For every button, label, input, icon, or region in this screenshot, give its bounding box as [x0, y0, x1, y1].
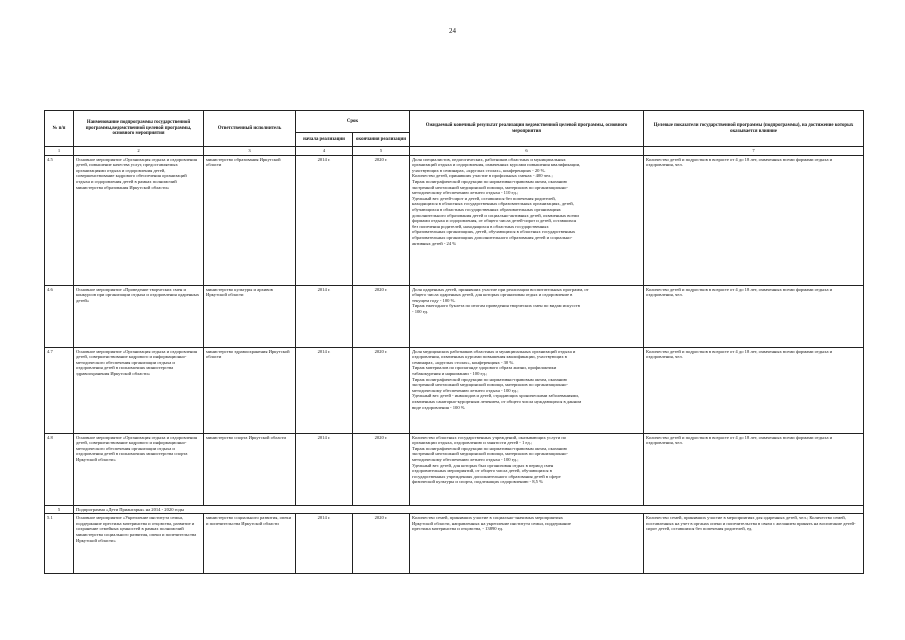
- start-year: 2014 г.: [296, 433, 353, 505]
- expected-result: [410, 155, 644, 285]
- end-year: 2020 г.: [353, 514, 410, 574]
- result-line: охваченных санаторно-курортным лечением, от общего числа нуждающихся в данном: [412, 398, 582, 404]
- activity-name: Основное мероприятие «Организация отдыха и оздоровления детей, повышение качества услуг, предоставляемых организациями отдыха и оздоровления детей, совершенствование кадрового обеспечения организаций отдыха и оздоровления детей в рамках полномочий министерства образования Иркутской области»: [74, 155, 204, 285]
- table-row: [45, 514, 864, 574]
- expected-result: [410, 285, 644, 347]
- responsible-executor: министерство культуры и архивов Иркутской области: [204, 285, 296, 347]
- result-line: Тираж полиграфической продукции по нормативно-правовым актам, оказанию: [412, 376, 567, 382]
- result-line: без попечения родителей, находящихся в областных государственных: [412, 223, 549, 229]
- result-line: образовательных организациях дополнительного образования детей и социально-: [412, 234, 573, 240]
- column-number: 7: [644, 147, 864, 156]
- header-responsible: Ответственный исполнитель: [204, 111, 296, 147]
- start-year: 2014 г.: [296, 347, 353, 433]
- result-line: образовательных организациях, детей, обучающихся в областных государственных: [412, 229, 576, 235]
- result-line: Удельный вес детей - инвалидов и детей, страдающих хроническими заболеваниями,: [412, 393, 579, 399]
- result-line: виде оздоровления - 100 %: [412, 404, 465, 410]
- column-number: 4: [296, 147, 353, 156]
- responsible-executor: министерство образования Иркутской области: [204, 155, 296, 285]
- header-term: Срок: [296, 111, 410, 133]
- result-line: - 100 ед.: [412, 308, 429, 314]
- result-line: дополнительного образования детей и социально-активных детей, охваченных всеми: [412, 212, 579, 218]
- result-line: активных детей - 24 %: [412, 240, 457, 246]
- section-number: 5: [45, 505, 74, 514]
- result-line: Количество детей, принявших участие в профильных сменах - 400 чел.;: [412, 173, 553, 179]
- target-indicators: Количество детей и подростков в возрасте от 4 до 18 лет, охваченных всеми формами отдыха и оздоровления, чел.: [644, 347, 864, 433]
- header-end: окончания реализации: [353, 133, 410, 147]
- result-line: государственных учреждениях дополнительного образования детей в сфере: [412, 473, 561, 479]
- row-number: 4.7: [45, 347, 74, 433]
- result-line: физической культуры и спорта, подлежащих оздоровлению - 8,5 %: [412, 479, 543, 485]
- result-line: Доля одаренных детей, принявших участие при реализации воспитательных программ, от: [412, 286, 589, 292]
- start-year: 2014 г.: [296, 285, 353, 347]
- result-line: престижа материнства и отцовства, - 13890 ед.: [412, 526, 504, 532]
- result-line: Удельный вес детей, для которых был организован отдых в период смен: [412, 462, 554, 468]
- row-number: 4.6: [45, 285, 74, 347]
- responsible-executor: министерство спорта Иркутской области: [204, 433, 296, 505]
- row-number: 4.8: [45, 433, 74, 505]
- result-line: общего числа одаренных детей, для которых организован отдых и оздоровление в: [412, 292, 573, 298]
- result-line: Количество семей, принявших участие в социально-значимых мероприятиях: [412, 515, 563, 521]
- end-year: 2020 г.: [353, 433, 410, 505]
- target-indicators: Количество детей и подростков в возрасте от 4 до 18 лет, охваченных всеми формами отдыха и оздоровления, чел.: [644, 285, 864, 347]
- row-number: 5.1: [45, 514, 74, 574]
- table-row: [45, 347, 864, 433]
- header-num: № п/п: [45, 111, 74, 147]
- result-line: экстренной неотложной медицинской помощи, материалов по организационно-: [412, 184, 568, 190]
- expected-result: [410, 347, 644, 433]
- activity-name: Основное мероприятие «Организация отдыха и оздоровления детей, совершенствование кадрового и информационно-методического обеспечения организации отдыха и оздоровления детей в полномочиях министерства спорта Иркутской области»: [74, 433, 204, 505]
- result-line: формами отдыха и оздоровления, от общего числа детей-сирот и детей, оставшихся: [412, 218, 577, 224]
- result-line: экстренной неотложной медицинской помощи, материалов по организационно-: [412, 451, 568, 457]
- table-row: [45, 433, 864, 505]
- header-name: Наименование подпрограммы государственной программы,ведомственной целевой программы, основного мероприятия: [74, 111, 204, 147]
- end-year: 2020 г.: [353, 285, 410, 347]
- target-indicators: Количество детей и подростков в возрасте от 4 до 18 лет, охваченных всеми формами отдыха и оздоровления, чел.: [644, 155, 864, 285]
- target-indicators: Количество семей, принявших участие в мероприятиях для одаренных детей, чел.; Количество семей, поставленных на учет в органах опеки и попечительства в связи с желанием принять на воспитание детей-сирот детей, оставшихся без попечения родителей, ед.: [644, 514, 864, 574]
- column-number: 2: [74, 147, 204, 156]
- result-line: методическому обеспечению летнего отдыха - 100 ед.;: [412, 387, 519, 393]
- result-line: Тираж ежегодного буклета по итогам проведения творческих смен по видам искусств: [412, 303, 580, 309]
- page-number: 24: [449, 27, 456, 35]
- result-line: методическому обеспечению летнего отдыха - 100 ед.;: [412, 456, 519, 462]
- column-number: 5: [353, 147, 410, 156]
- row-number: 4.5: [45, 155, 74, 285]
- result-line: находящихся в областных государственных образовательных организациях, детей,: [412, 201, 574, 207]
- result-line: Количество областных государственных учреждений, оказывающих услуги по: [412, 434, 567, 440]
- table-row: [45, 155, 864, 285]
- header-indicators: Целевые показатели государственной программы (подпрограммы), на достижение которых оказывается влияние: [644, 111, 864, 147]
- activity-name: Основное мероприятие «Организация отдыха и оздоровления детей, совершенствование кадрового и информационно-методического обеспечения организации отдыха и оздоровления детей в полномочиях министерства здравоохранения Иркутской области»: [74, 347, 204, 433]
- column-number: 3: [204, 147, 296, 156]
- result-line: участвующих в семинарах, «круглых столах», конференциях - 20 %.: [412, 167, 546, 173]
- column-number: 1: [45, 147, 74, 156]
- activity-name: Основное мероприятие «Проведение творческих смен и конкурсов при организации отдыха и оздоровления одаренных детей»: [74, 285, 204, 347]
- header-result: Ожидаемый конечный результат реализации ведомственной целевой программы, основного мероприятия: [410, 111, 644, 147]
- section-row: [45, 505, 864, 514]
- program-table: [44, 110, 864, 574]
- table-row: [45, 285, 864, 347]
- expected-result: [410, 433, 644, 505]
- end-year: 2020 г.: [353, 155, 410, 285]
- column-number: 6: [410, 147, 644, 156]
- section-title: Подпрограмма «Дети Приангарья» на 2014 - 2020 годы: [74, 505, 864, 514]
- result-line: Удельный вес детей-сирот и детей, оставшихся без попечения родителей,: [412, 195, 556, 201]
- result-line: оздоровительных мероприятий, от общего числа детей, обучающихся в: [412, 468, 552, 474]
- target-indicators: Количество детей и подростков в возрасте от 4 до 18 лет, охваченных всеми формами отдыха и оздоровления, чел.: [644, 433, 864, 505]
- responsible-executor: министерство социального развития, опеки и попечительства Иркутской области: [204, 514, 296, 574]
- result-line: экстренной неотложной медицинской помощи, материалов по организационно-: [412, 382, 568, 388]
- result-line: оздоровления, охваченных курсами повышения квалификации, участвующих в: [412, 354, 567, 360]
- result-line: семинарах, «круглых столах», конференциях - 30 %.: [412, 359, 515, 365]
- activity-name: Основное мероприятие «Укрепление института семьи, поддержание престижа материнства и отцовства, развитие и сохранение семейных ценностей в рамках полномочий министерства социального развития, опеки и попечительства Иркутской области»: [74, 514, 204, 574]
- result-line: текущем году - 100 %.: [412, 297, 456, 303]
- expected-result: [410, 514, 644, 574]
- result-line: табакокурения и наркомании - 100 ед.;: [412, 370, 488, 376]
- result-line: Тираж полиграфической продукции по нормативно-правовым актам, оказанию: [412, 178, 567, 184]
- result-line: Тираж материалов по пропаганде здорового образа жизни, профилактики: [412, 365, 557, 371]
- result-line: организации отдыха, оздоровлению и занятости детей - 1 ед.;: [412, 440, 533, 446]
- responsible-executor: министерство здравоохранения Иркутской области: [204, 347, 296, 433]
- header-start: начала реализации: [296, 133, 353, 147]
- result-line: Доля специалистов, педагогических, работников областных и муниципальных: [412, 156, 566, 162]
- result-line: Иркутской области, направленных на укрепление института семьи, поддержание: [412, 520, 571, 526]
- start-year: 2014 г.: [296, 155, 353, 285]
- end-year: 2020 г.: [353, 347, 410, 433]
- start-year: 2014 г.: [296, 514, 353, 574]
- result-line: методическому обеспечению летнего отдыха - 110 ед.;: [412, 190, 519, 196]
- result-line: Доля медицинских работников областных и муниципальных организаций отдыха и: [412, 348, 576, 354]
- result-line: организаций отдыха и оздоровления, охваченных курсами повышения квалификации,: [412, 162, 581, 168]
- result-line: Тираж полиграфической продукции по нормативно-правовым актам, оказанию: [412, 445, 567, 451]
- result-line: обучающихся в областных государственных образовательных организациях: [412, 206, 561, 212]
